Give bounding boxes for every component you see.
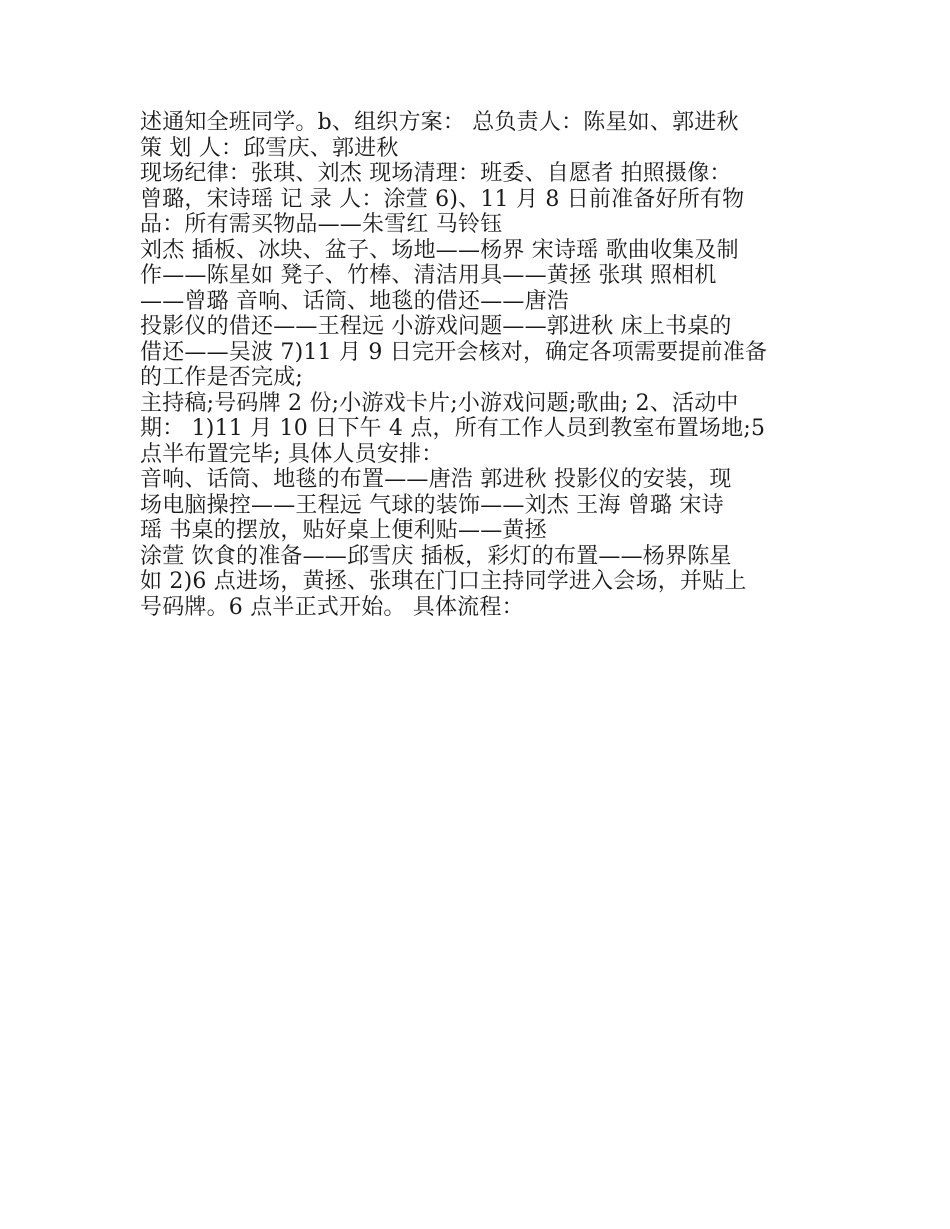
text-line: 述通知全班同学。b、组织方案： 总负责人：陈星如、郭进秋 [140,110,739,135]
text-line: 号码牌。6 点半正式开始。 具体流程： [140,594,524,620]
text-line: 场电脑操控——王程远 气球的装饰——刘杰 王海 曾璐 宋诗 [140,492,724,518]
text-line: 借还——吴波 7)11 月 9 日完开会核对，确定各项需要提前准备 [140,339,768,365]
text-line: 投影仪的借还——王程远 小游戏问题——郭进秋 床上书桌的 [140,314,732,339]
text-line: 主持稿;号码牌 2 份;小游戏卡片;小游戏问题;歌曲; 2、活动中 [140,390,739,416]
text-line: ——曾璐 音响、话筒、地毯的借还——唐浩 [140,288,569,314]
text-line: 曾璐，宋诗瑶 记 录 人：涂萱 6)、11 月 8 日前准备好所有物 [140,186,745,212]
text-line: 现场纪律：张琪、刘杰 现场清理：班委、自愿者 拍照摄像： [140,161,732,186]
document-body [140,110,820,620]
text-line: 瑶 书桌的摆放，贴好桌上便利贴——黄拯 [140,518,547,543]
text-line: 策 划 人：邱雪庆、郭进秋 [140,135,399,161]
text-line: 期： 1)11 月 10 日下午 4 点，所有工作人员到教室布置场地;5 [140,416,766,441]
text-line: 如 2)6 点进场，黄拯、张琪在门口主持同学进入会场，并贴上 [140,569,747,594]
text-line: 作——陈星如 凳子、竹棒、清洁用具——黄拯 张琪 照相机 [140,263,717,288]
text-line: 点半布置完毕; 具体人员安排： [140,441,444,467]
text-line: 刘杰 插板、冰块、盆子、场地——杨界 宋诗瑶 歌曲收集及制 [140,237,739,263]
text-line: 涂萱 饮食的准备——邱雪庆 插板，彩灯的布置——杨界陈星 [140,543,732,569]
text-line: 品：所有需买物品——朱雪红 马铃钰 [140,212,503,237]
text-line: 的工作是否完成; [140,365,304,390]
text-line: 音响、话筒、地毯的布置——唐浩 郭进秋 投影仪的安装，现 [140,467,732,492]
